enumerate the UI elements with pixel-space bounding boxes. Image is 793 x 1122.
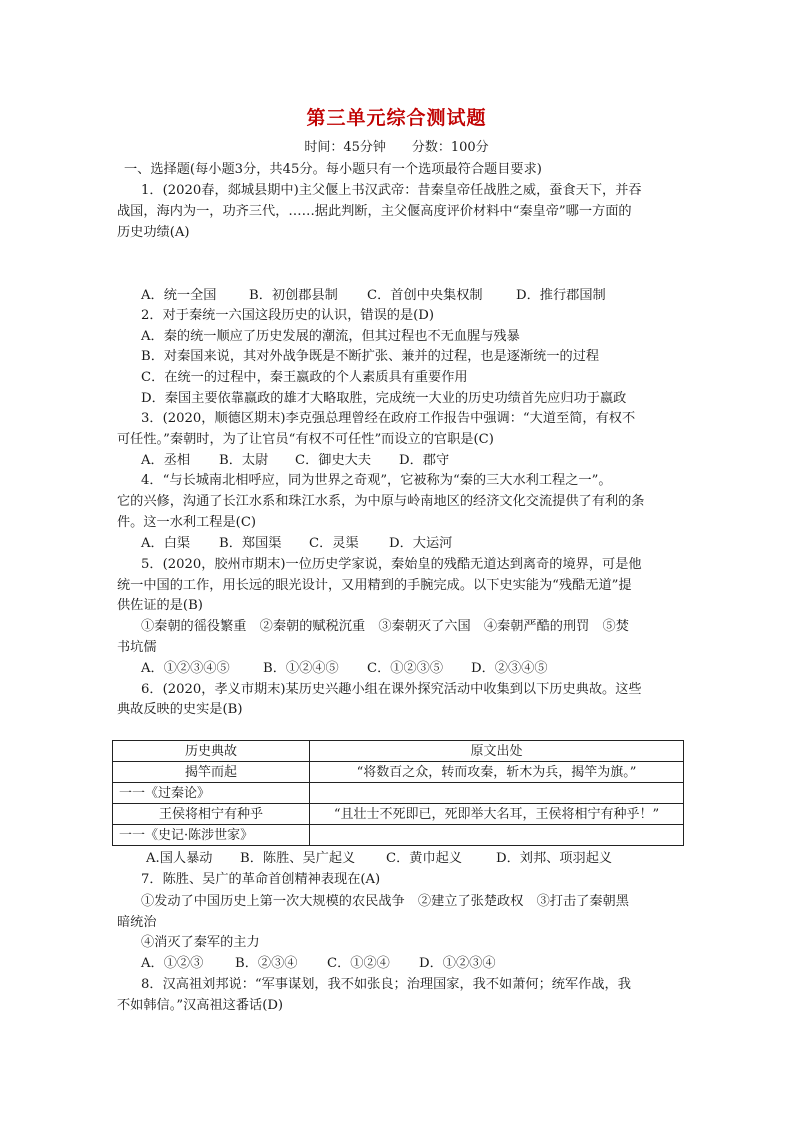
table-row	[113, 804, 684, 825]
option: B．②③④	[235, 956, 298, 971]
q1-stem-line: 历史功绩(A)	[117, 225, 190, 240]
q6-options	[146, 849, 706, 869]
option: A．丞相	[141, 453, 191, 468]
q6-stem-line: 典故反映的史实是(B)	[117, 702, 243, 717]
q4-stem-line: 4．“与长城南北相呼应，同为世界之奇观”，它被称为“秦的三大水利工程之一”。	[141, 473, 612, 488]
option: B．太尉	[219, 453, 269, 468]
table-row	[113, 762, 684, 783]
option: D．郡守	[399, 453, 450, 468]
table-row	[113, 783, 684, 804]
history-allusions-table	[112, 740, 684, 846]
q1-stem-line: 1．(2020春，郯城县期中)主父偃上书汉武帝：昔秦皇帝任战胜之威，蚕食天下，并吞	[141, 183, 642, 198]
option: D．大运河	[389, 536, 453, 551]
q1-options	[141, 286, 701, 306]
table-cell: “且壮士不死即已，死即举大名耳，王侯将相宁有种乎！”	[310, 804, 684, 825]
option: C．首创中央集权制	[367, 288, 483, 303]
option: B．初创郡县制	[249, 288, 338, 303]
q7-options	[141, 954, 701, 974]
option: B．①②④⑤	[263, 661, 339, 676]
table-cell	[310, 825, 684, 846]
option: B．郑国渠	[219, 536, 282, 551]
table-cell: “将数百之众，转而攻秦，斩木为兵，揭竿为旗。”	[310, 762, 684, 783]
section-heading: 一、选择题(每小题3分，共45分。每小题只有一个选项最符合题目要求)	[124, 162, 542, 177]
q5-stem-line: 供佐证的是(B)	[117, 598, 203, 613]
q7-item-line: ①发动了中国历史上第一次大规模的农民战争 ②建立了张楚政权 ③打击了秦朝黑	[141, 894, 629, 909]
option: A．①②③④⑤	[141, 661, 230, 676]
q7-item-line: ④消灭了秦军的主力	[141, 935, 260, 950]
q2-option: A．秦的统一顺应了历史发展的潮流，但其过程也不无血腥与残暴	[141, 329, 520, 344]
exam-meta	[0, 136, 793, 155]
total-score: 分数：100分	[411, 140, 489, 155]
option: A．统一全国	[141, 288, 217, 303]
q2-option: C．在统一的过程中，秦王嬴政的个人素质具有重要作用	[141, 370, 468, 385]
option: C．①②③⑤	[367, 661, 444, 676]
option: A.国人暴动	[146, 851, 213, 866]
table-cell: 揭竿而起	[113, 762, 310, 783]
q1-stem-line: 战国，海内为一，功齐三代，……据此判断，主父偃高度评价材料中“秦皇帝”哪一方面的	[117, 204, 632, 219]
q7-item-line: 暗统治	[117, 915, 157, 930]
table-cell: 一一《过秦论》	[113, 783, 310, 804]
option: A．白渠	[141, 536, 191, 551]
option: D．推行郡国制	[516, 288, 606, 303]
time-limit: 时间：45分钟	[304, 140, 386, 155]
table-cell: 王侯将相宁有种乎	[113, 804, 310, 825]
q5-stem-line: 统一中国的工作，用长远的眼光设计，又用精到的手腕完成。以下史实能为“残酷无道”提	[117, 578, 632, 593]
option: C．灵渠	[309, 536, 359, 551]
option: B．陈胜、吴广起义	[240, 851, 356, 866]
q4-stem-line: 件。这一水利工程是(C)	[117, 515, 257, 530]
q3-stem-line: 可任性。”秦朝时，为了让官员“有权不可任性”而设立的官职是(C)	[117, 432, 494, 447]
q7-stem-line: 7．陈胜、吴广的革命首创精神表现在(A)	[141, 872, 381, 887]
option: D．刘邦、项羽起义	[496, 851, 613, 866]
table-header: 历史典故	[113, 741, 310, 762]
option: C．①②④	[327, 956, 390, 971]
q3-stem-line: 3．(2020，顺德区期末)李克强总理曾经在政府工作报告中强调：“大道至简，有权不	[141, 411, 636, 426]
q5-stem-line: 5．(2020，胶州市期末)一位历史学家说，秦始皇的残酷无道达到离奇的境界，可是他	[141, 557, 642, 572]
q2-option: D．秦国主要依靠嬴政的雄才大略取胜，完成统一大业的历史功绩首先应归功于嬴政	[141, 391, 627, 406]
table-cell	[310, 783, 684, 804]
q2-option: B．对秦国来说，其对外战争既是不断扩张、兼并的过程，也是逐渐统一的过程	[141, 349, 600, 364]
q8-stem-line: 不如韩信。”汉高祖这番话(D)	[117, 998, 284, 1013]
option: D．②③④⑤	[471, 661, 548, 676]
option: C．黄巾起义	[386, 851, 463, 866]
q4-stem-line: 它的兴修，沟通了长江水系和珠江水系，为中原与岭南地区的经济文化交流提供了有利的条	[117, 494, 645, 509]
option: D．①②③④	[419, 956, 496, 971]
q2-stem-line: 2．对于秦统一六国这段历史的认识，错误的是(D)	[141, 308, 435, 323]
option: C．御史大夫	[295, 453, 372, 468]
page-title: 第三单元综合测试题	[306, 107, 487, 129]
option: A．①②③	[141, 956, 204, 971]
table-header-row	[113, 741, 684, 762]
q4-options	[141, 534, 701, 554]
q5-item-line: 书坑儒	[117, 640, 157, 655]
table-row	[113, 825, 684, 846]
table-header: 原文出处	[310, 741, 684, 762]
q3-options	[141, 451, 701, 471]
q8-stem-line: 8．汉高祖刘邦说：“军事谋划，我不如张良；治理国家，我不如萧何；统军作战，我	[141, 977, 631, 992]
q6-stem-line: 6．(2020，孝义市期末)某历史兴趣小组在课外探究活动中收集到以下历史典故。这些	[141, 682, 642, 697]
table-cell: 一一《史记·陈涉世家》	[113, 825, 310, 846]
q5-options	[141, 659, 701, 679]
q5-item-line: ①秦朝的徭役繁重 ②秦朝的赋税沉重 ③秦朝灭了六国 ④秦朝严酷的刑罚 ⑤焚	[141, 619, 629, 634]
